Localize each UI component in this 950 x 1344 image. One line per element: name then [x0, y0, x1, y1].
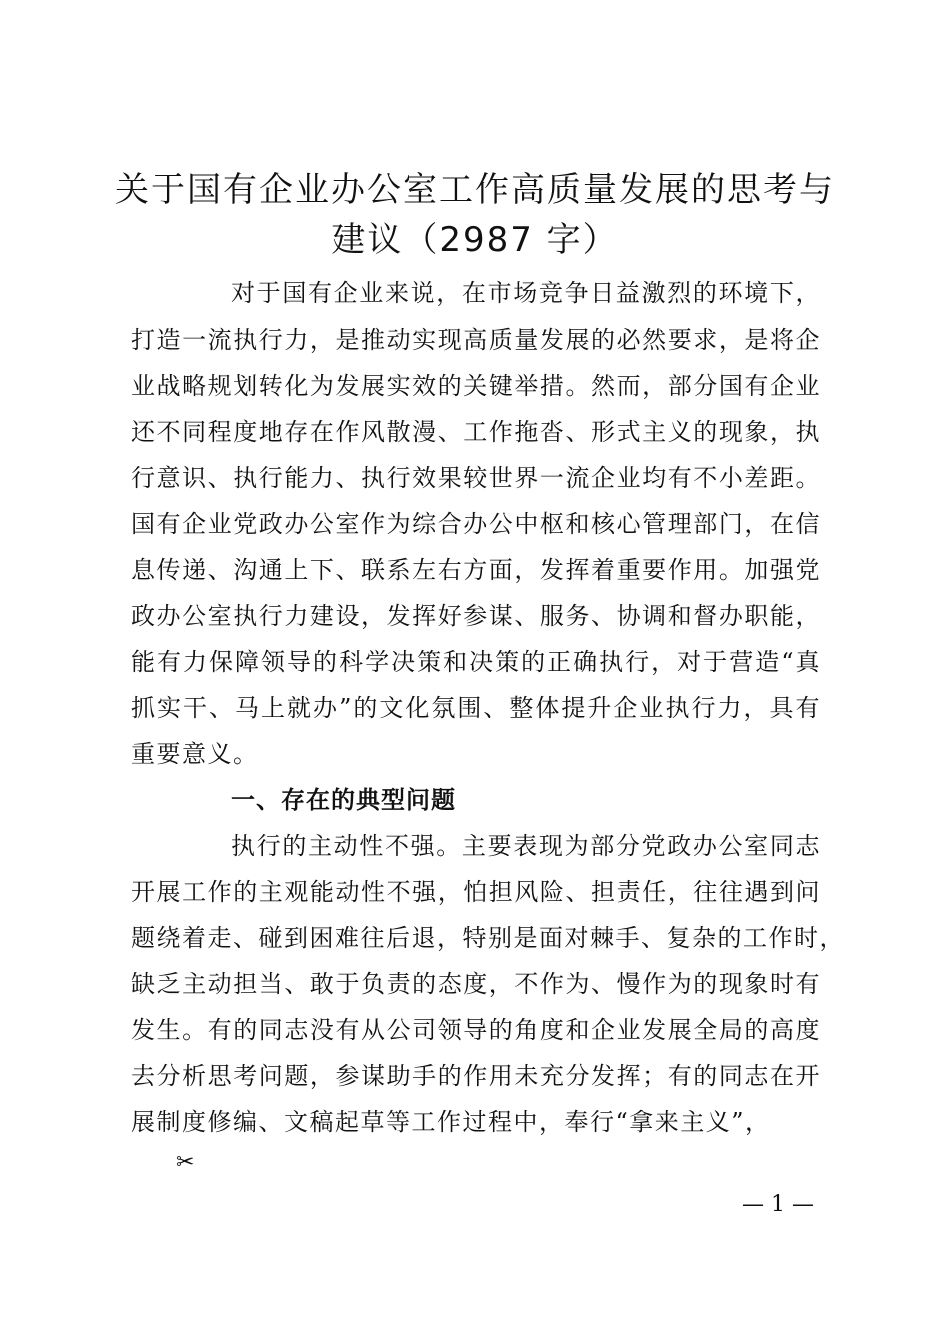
paragraph-line: 政办公室执行力建设，发挥好参谋、服务、协调和督办职能，: [131, 602, 821, 630]
paragraph-line: 息传递、沟通上下、联系左右方面，发挥着重要作用。加强党: [131, 556, 821, 584]
paragraph-line: 缺乏主动担当、敢于负责的态度，不作为、慢作为的现象时有: [131, 970, 821, 998]
page-number: — 1 —: [742, 1192, 814, 1217]
paragraph-line: 国有企业党政办公室作为综合办公中枢和核心管理部门，在信: [131, 510, 821, 538]
paragraph-line: 抓实干、马上就办”的文化氛围、整体提升企业执行力，具有: [131, 694, 821, 722]
scissors-icon: ✂: [176, 1150, 195, 1175]
paragraph-line: 发生。有的同志没有从公司领导的角度和企业发展全局的高度: [131, 1016, 821, 1044]
paragraph-line: 业战略规划转化为发展实效的关键举措。然而，部分国有企业: [131, 372, 821, 400]
paragraph-line: 重要意义。: [131, 740, 259, 768]
paragraph-line: 去分析思考问题，参谋助手的作用未充分发挥；有的同志在开: [131, 1062, 821, 1090]
paragraph-line: 执行的主动性不强。主要表现为部分党政办公室同志: [231, 832, 821, 860]
paragraph-line: 开展工作的主观能动性不强，怕担风险、担责任，往往遇到问: [131, 878, 821, 906]
title-line-2: 建议（2987 字）: [331, 220, 619, 260]
title-line-1: 关于国有企业办公室工作高质量发展的思考与: [115, 170, 835, 210]
section-heading: 一、存在的典型问题: [231, 786, 456, 814]
paragraph-line: 展制度修编、文稿起草等工作过程中，奉行“拿来主义”，: [131, 1108, 771, 1136]
paragraph-line: 打造一流执行力，是推动实现高质量发展的必然要求，是将企: [131, 326, 821, 354]
paragraph-line: 题绕着走、碰到困难往后退，特别是面对棘手、复杂的工作时，: [131, 924, 845, 952]
paragraph-line: 对于国有企业来说，在市场竞争日益激烈的环境下，: [231, 279, 821, 307]
paragraph-line: 行意识、执行能力、执行效果较世界一流企业均有不小差距。: [131, 464, 821, 492]
page-title: [110, 165, 840, 265]
paragraph-line: 能有力保障领导的科学决策和决策的正确执行，对于营造“真: [131, 648, 821, 676]
paragraph-line: 还不同程度地存在作风散漫、工作拖沓、形式主义的现象，执: [131, 418, 821, 446]
